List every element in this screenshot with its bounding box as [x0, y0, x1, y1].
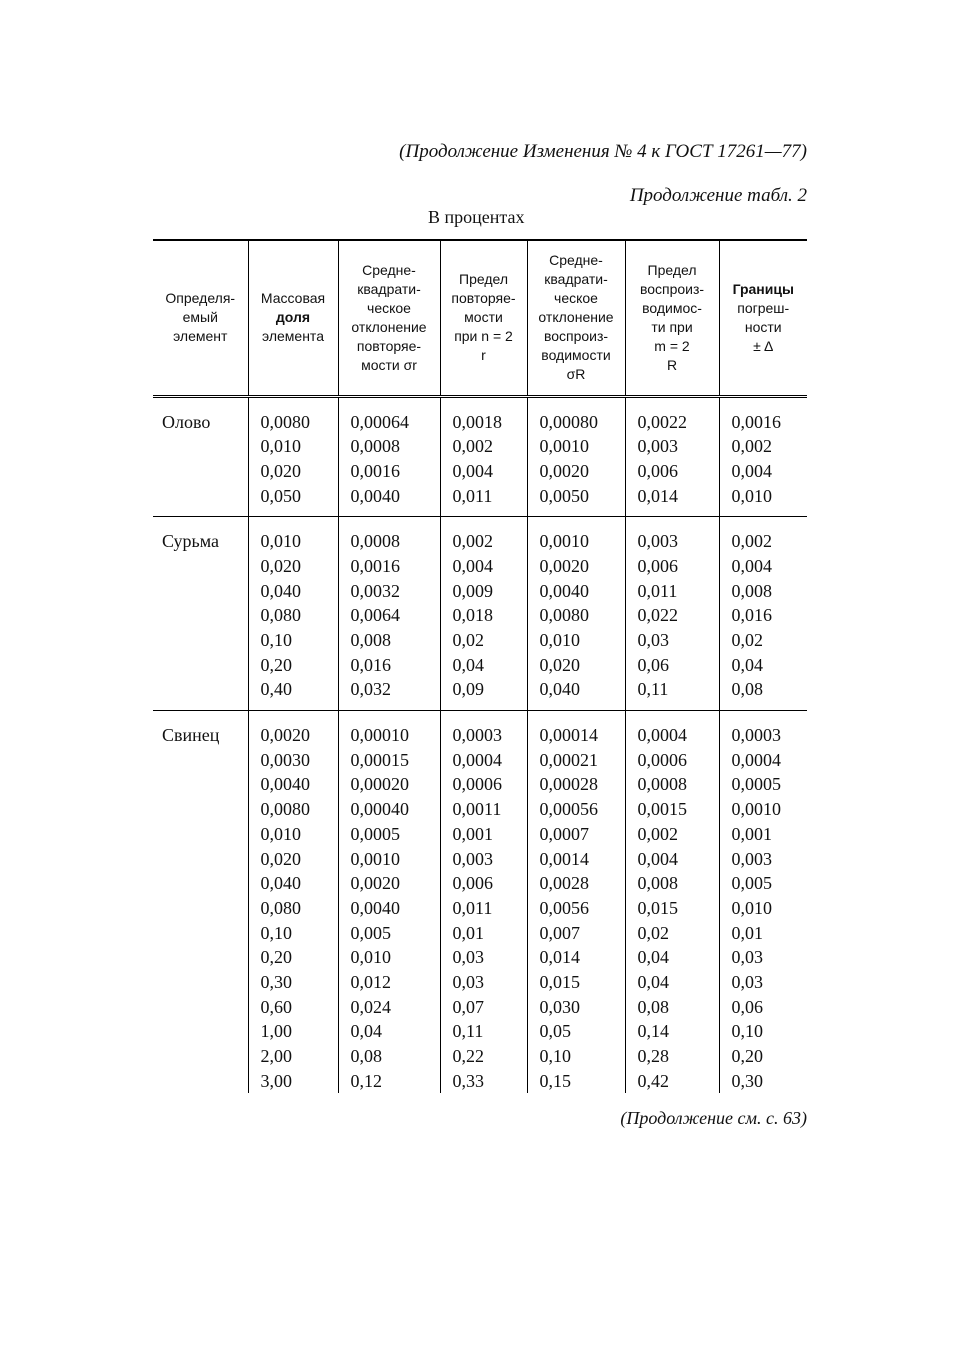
value-cell: 0,08 [731, 679, 763, 700]
value-cell: 0,0016 [350, 460, 400, 481]
value-cell: 0,004 [731, 555, 772, 576]
header-element [153, 240, 248, 396]
value-column [625, 711, 719, 1094]
value-cell: 2,00 [260, 1046, 292, 1066]
value-cell: 0,00015 [350, 749, 409, 770]
value-column [248, 711, 338, 1094]
value-cell: 0,30 [260, 971, 292, 992]
header-line: Границы [732, 280, 794, 297]
value-cell: 0,00021 [539, 749, 598, 770]
value-cell: 0,008 [350, 630, 391, 650]
value-cell: 0,050 [260, 485, 301, 506]
value-cell: 0,008 [637, 873, 678, 894]
value-cell: 0,080 [260, 605, 301, 626]
header-line: Предел [459, 271, 508, 288]
value-cell: 0,0007 [539, 823, 589, 844]
value-column [625, 396, 719, 517]
value-cell: 0,04 [731, 654, 763, 675]
value-cell: 0,02 [452, 630, 484, 650]
value-cell: 0,0056 [539, 897, 589, 918]
value-cell: 0,007 [539, 922, 580, 943]
value-cell: 0,04 [452, 654, 484, 675]
header-line: Средне- [549, 252, 603, 269]
value-cell: 0,0014 [539, 848, 589, 869]
value-cell: 0,10 [260, 922, 292, 943]
value-cell: 0,011 [452, 897, 493, 918]
element-name: Сурьма [153, 517, 248, 711]
value-column [719, 711, 807, 1094]
value-cell: 0,0080 [260, 799, 310, 820]
value-cell: 0,0080 [539, 605, 589, 626]
value-column [527, 396, 625, 517]
value-cell: 0,0003 [452, 725, 502, 746]
header-line: повторяе- [451, 290, 516, 307]
value-cell: 0,040 [539, 679, 580, 700]
value-cell: 0,016 [350, 654, 391, 675]
value-cell: 0,0004 [452, 749, 502, 770]
value-cell: 0,0010 [539, 531, 589, 552]
value-cell: 0,20 [260, 947, 292, 968]
value-cell: 0,0006 [637, 749, 687, 770]
header-mass-fraction [248, 240, 338, 396]
header-line: элемент [173, 328, 228, 345]
value-column [719, 517, 807, 711]
value-cell: 0,0022 [637, 411, 687, 432]
value-cell: 0,0020 [260, 725, 310, 746]
value-cell: 0,00080 [539, 411, 598, 432]
value-column [527, 517, 625, 711]
value-cell: 0,024 [350, 996, 391, 1017]
header-line: водимости [541, 347, 611, 364]
value-cell: 0,006 [637, 555, 678, 576]
value-cell: 0,08 [350, 1046, 382, 1066]
value-cell: 0,006 [452, 873, 493, 894]
value-cell: 0,0040 [350, 897, 400, 918]
value-cell: 0,03 [637, 630, 669, 650]
value-cell: 0,002 [731, 531, 772, 552]
value-cell: 0,02 [637, 922, 669, 943]
value-cell: 0,10 [731, 1021, 763, 1042]
value-cell: 0,0018 [452, 411, 502, 432]
value-cell: 0,0028 [539, 873, 589, 894]
value-cell: 0,0010 [539, 436, 589, 457]
value-cell: 0,001 [731, 823, 772, 844]
value-cell: 0,04 [637, 947, 669, 968]
value-cell: 0,022 [637, 605, 678, 626]
header-line: отклонение [351, 318, 427, 335]
header-line: воспроиз- [543, 328, 609, 345]
value-cell: 0,011 [452, 485, 493, 506]
value-cell: 0,002 [452, 531, 493, 552]
header-line: ± Δ [753, 337, 774, 354]
value-column [440, 396, 527, 517]
value-cell: 0,0020 [539, 555, 589, 576]
value-cell: 0,0016 [350, 555, 400, 576]
value-column [440, 517, 527, 711]
header-line: при n = 2 [454, 328, 513, 345]
value-cell: 0,03 [452, 947, 484, 968]
header-error-bounds [719, 240, 807, 396]
header-line: ности [744, 318, 782, 335]
header-note: (Продолжение Изменения № 4 к ГОСТ 17261—77) [399, 141, 807, 162]
value-cell: 0,06 [637, 654, 669, 675]
value-column [248, 517, 338, 711]
value-cell: 0,0064 [350, 605, 400, 626]
value-cell: 0,020 [260, 848, 301, 869]
value-cell: 0,015 [539, 971, 580, 992]
value-cell: 0,20 [731, 1046, 763, 1066]
value-cell: 0,004 [731, 460, 772, 481]
value-cell: 0,0008 [637, 774, 687, 795]
value-cell: 0,012 [350, 971, 391, 992]
value-cell: 0,11 [637, 679, 669, 700]
header-line: квадрати- [544, 271, 608, 288]
value-column [719, 396, 807, 517]
header-line: емый [182, 309, 218, 326]
value-cell: 0,0050 [539, 485, 589, 506]
value-column [440, 711, 527, 1094]
value-cell: 0,010 [260, 823, 301, 844]
value-cell: 0,0032 [350, 580, 400, 601]
value-cell: 0,005 [350, 922, 391, 943]
value-column [338, 396, 440, 517]
value-cell: 0,0016 [731, 411, 781, 432]
value-cell: 0,00028 [539, 774, 598, 795]
value-cell: 0,03 [731, 947, 763, 968]
value-cell: 0,003 [637, 436, 678, 457]
value-cell: 0,22 [452, 1046, 484, 1066]
header-line: r [481, 347, 486, 364]
value-cell: 0,010 [539, 630, 580, 650]
header-line: мости [464, 309, 503, 326]
value-cell: 0,0020 [350, 873, 400, 894]
value-cell: 0,002 [452, 436, 493, 457]
header-line: Определя- [165, 290, 236, 307]
header-line: ческое [554, 290, 598, 307]
value-column [527, 711, 625, 1094]
value-cell: 0,0080 [260, 411, 310, 432]
header-line: Массовая [260, 290, 326, 307]
footer-note: (Продолжение см. с. 63) [620, 1108, 807, 1128]
value-cell: 0,0006 [452, 774, 502, 795]
header-line: мости σr [361, 356, 417, 373]
value-cell: 0,00020 [350, 774, 409, 795]
value-cell: 0,60 [260, 996, 292, 1017]
value-cell: 0,004 [452, 555, 493, 576]
value-cell: 0,011 [637, 580, 678, 601]
header-line: Средне- [362, 261, 416, 278]
data-table [153, 239, 807, 1093]
header-line: повторяе- [356, 337, 422, 354]
value-cell: 0,00056 [539, 799, 598, 820]
header-line: σR [566, 366, 586, 383]
value-cell: 0,018 [452, 605, 493, 626]
value-column [248, 396, 338, 517]
value-cell: 0,15 [539, 1070, 571, 1091]
value-cell: 0,006 [637, 460, 678, 481]
value-cell: 0,014 [539, 947, 580, 968]
value-cell: 0,080 [260, 897, 301, 918]
value-cell: 0,003 [637, 531, 678, 552]
value-cell: 0,040 [260, 580, 301, 601]
value-cell: 0,10 [539, 1046, 571, 1066]
value-cell: 0,0015 [637, 799, 687, 820]
value-cell: 0,020 [260, 460, 301, 481]
value-cell: 0,010 [260, 531, 301, 552]
value-cell: 0,010 [731, 897, 772, 918]
value-cell: 0,010 [350, 947, 391, 968]
value-cell: 0,030 [539, 996, 580, 1017]
value-cell: 0,33 [452, 1070, 484, 1091]
value-cell: 0,03 [452, 971, 484, 992]
header-line: погреш- [737, 299, 790, 316]
header-row [153, 240, 807, 396]
value-cell: 0,04 [350, 1021, 382, 1042]
value-cell: 0,14 [637, 1021, 669, 1042]
group-row [153, 396, 807, 517]
header-line: элемента [262, 328, 324, 345]
element-name: Олово [162, 411, 211, 432]
value-cell: 0,28 [637, 1046, 669, 1066]
header-line: воспроиз- [639, 280, 705, 297]
value-cell: 0,010 [731, 485, 772, 506]
header-line: ти при [651, 318, 693, 335]
value-cell: 0,01 [731, 922, 763, 943]
table-body [153, 396, 807, 1093]
group-row [153, 517, 807, 711]
value-cell: 0,0030 [260, 749, 310, 770]
value-cell: 0,0003 [731, 725, 781, 746]
value-cell: 0,0040 [350, 485, 400, 506]
header-line: m = 2 [654, 337, 690, 354]
value-cell: 0,010 [260, 436, 301, 457]
value-cell: 0,0010 [350, 848, 400, 869]
header-line: ческое [367, 299, 411, 316]
value-cell: 0,0008 [350, 436, 400, 457]
header-line: R [666, 356, 678, 373]
value-column [338, 711, 440, 1094]
value-cell: 0,42 [637, 1070, 669, 1091]
value-cell: 0,02 [731, 630, 763, 650]
value-cell: 0,01 [452, 922, 484, 943]
value-cell: 1,00 [260, 1021, 292, 1042]
value-cell: 0,40 [260, 679, 292, 700]
value-cell: 0,00010 [350, 725, 409, 746]
value-cell: 0,002 [637, 823, 678, 844]
value-cell: 0,00064 [350, 411, 409, 432]
value-cell: 0,032 [350, 679, 391, 700]
value-cell: 0,20 [260, 654, 292, 675]
value-cell: 0,008 [731, 580, 772, 601]
value-cell: 0,002 [731, 436, 772, 457]
value-cell: 0,015 [637, 897, 678, 918]
value-cell: 0,020 [260, 555, 301, 576]
header-line: отклонение [538, 309, 614, 326]
value-cell: 0,09 [452, 679, 484, 700]
value-cell: 0,10 [260, 630, 292, 650]
value-column [338, 517, 440, 711]
header-line: доля [275, 309, 311, 326]
value-cell: 0,0040 [539, 580, 589, 601]
value-cell: 0,0020 [539, 460, 589, 481]
header-line: квадрати- [357, 280, 421, 297]
value-cell: 0,001 [452, 823, 493, 844]
value-cell: 0,0005 [350, 823, 400, 844]
header-line: водимос- [642, 299, 702, 316]
value-cell: 0,30 [731, 1070, 763, 1091]
value-cell: 0,08 [637, 996, 669, 1017]
value-cell: 0,0010 [731, 799, 781, 820]
value-cell: 0,0011 [452, 799, 502, 820]
value-cell: 0,0008 [350, 531, 400, 552]
table-continuation-note: Продолжение табл. 2 [629, 185, 807, 206]
header-line: Предел [647, 261, 697, 278]
value-cell: 0,003 [452, 848, 493, 869]
value-column [625, 517, 719, 711]
value-cell: 0,11 [452, 1021, 484, 1042]
value-cell: 0,00014 [539, 725, 598, 746]
value-cell: 0,004 [452, 460, 493, 481]
value-cell: 0,12 [350, 1070, 382, 1091]
value-cell: 0,06 [731, 996, 763, 1017]
value-cell: 0,0005 [731, 774, 781, 795]
value-cell: 0,07 [452, 996, 484, 1017]
value-cell: 0,020 [539, 654, 580, 675]
header-repeatability-sd [338, 240, 440, 396]
header-repeatability-limit [440, 240, 527, 396]
value-cell: 0,05 [539, 1021, 571, 1042]
header-reproducibility-limit [625, 240, 719, 396]
element-name: Свинец [153, 711, 248, 1094]
value-cell: 0,04 [637, 971, 669, 992]
units-label: В процентах [428, 207, 525, 227]
value-cell: 0,016 [731, 605, 772, 626]
group-row [153, 711, 807, 1094]
value-cell: 0,0004 [637, 725, 687, 746]
value-cell: 0,03 [731, 971, 763, 992]
value-cell: 0,0040 [260, 774, 310, 795]
value-cell: 0,040 [260, 873, 301, 894]
value-cell: 0,003 [731, 848, 772, 869]
value-cell: 0,005 [731, 873, 772, 894]
value-cell: 0,00040 [350, 799, 409, 820]
value-cell: 3,00 [260, 1070, 292, 1091]
value-cell: 0,004 [637, 848, 678, 869]
value-cell: 0,014 [637, 485, 678, 506]
header-reproducibility-sd [527, 240, 625, 396]
value-cell: 0,0004 [731, 749, 781, 770]
value-cell: 0,009 [452, 580, 493, 601]
